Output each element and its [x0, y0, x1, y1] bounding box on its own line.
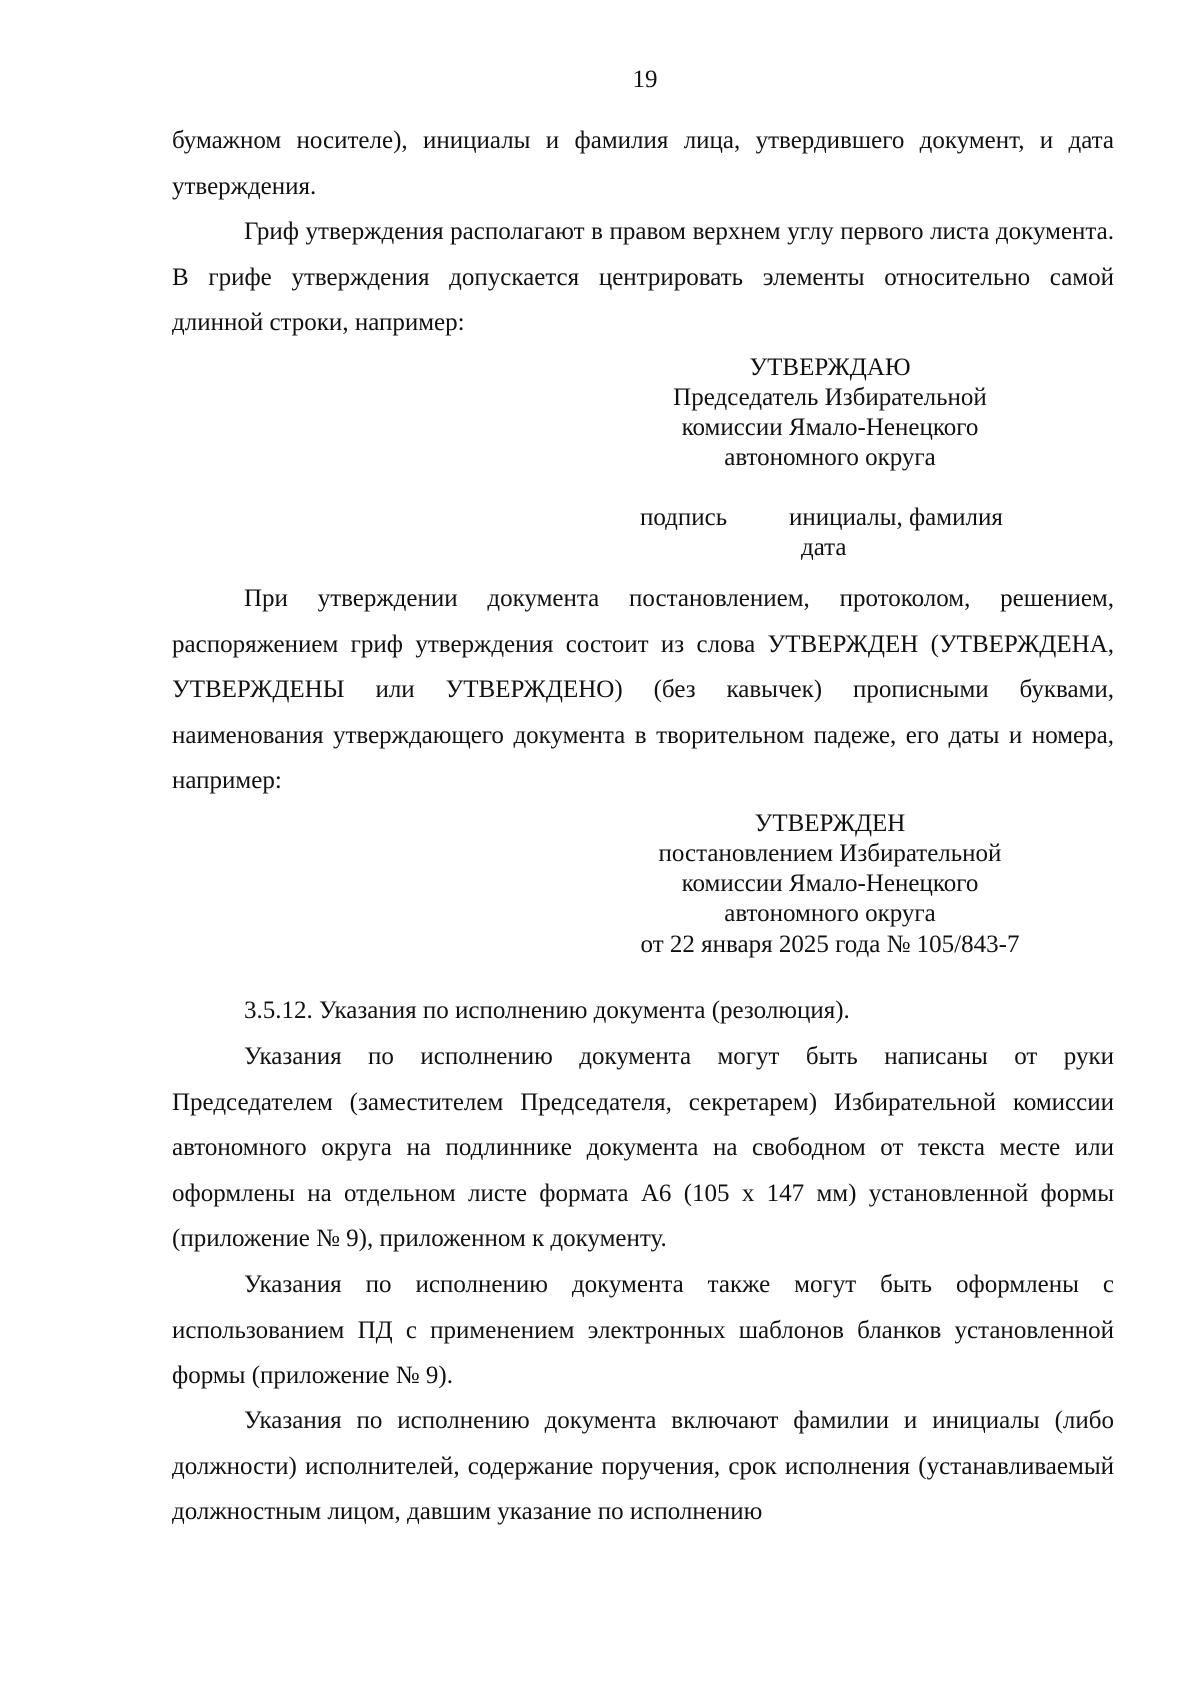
stamp-region: автономного округа	[724, 444, 936, 471]
stamp-title: УТВЕРЖДЕН	[754, 810, 906, 837]
stamp-region: автономного округа	[724, 900, 936, 927]
stamp-name-placeholder: инициалы, фамилия	[789, 504, 1003, 531]
stamp-document: постановлением Избирательной	[658, 840, 1002, 867]
stamp-date-placeholder: дата	[801, 534, 847, 561]
stamp-signature-placeholder: подпись	[640, 504, 728, 531]
paragraph-stamp-placement: Гриф утверждения располагают в правом верхнем углу первого листа документа. В грифе утверждения допускается центрировать элементы относительно самой длинной строки, например:	[172, 218, 1114, 336]
paragraph-electronic-instructions: Указания по исполнению документа также могут быть оформлены с использованием ПД с применением электронных шаблонов бланков установленной формы (приложение № 9).	[172, 1271, 1114, 1389]
paragraph-instruction-contents: Указания по исполнению документа включают фамилии и инициалы (либо должности) исполнителей, содержание поручения, срок исполнения (устанавливаемый должностным лицом, давшим указание по исполнению	[172, 1407, 1114, 1525]
stamp-position: Председатель Избирательной	[673, 384, 987, 411]
stamp-date-number: от 22 января 2025 года № 105/843-7	[640, 931, 1020, 958]
paragraph-approval-by-resolution: При утверждении документа постановлением, протоколом, решением, распоряжением гриф утверждения состоит из слова УТВЕРЖДЕН (УТВЕРЖДЕНА, УТВЕРЖДЕНЫ или УТВЕРЖДЕНО) (без кавычек) прописными буквами, наименования утверждающего документа в творительном падеже, его даты и номера, например:	[172, 585, 1114, 794]
paragraph-approval-details: бумажном носителе), инициалы и фамилия лица, утвердившего документ, и дата утверждения.	[172, 127, 1114, 200]
stamp-organization: комиссии Ямало-Ненецкого	[681, 870, 979, 897]
section-heading-3-5-12: 3.5.12. Указания по исполнению документа (резолюция).	[244, 997, 850, 1024]
paragraph-handwritten-instructions: Указания по исполнению документа могут быть написаны от руки Председателем (заместителем Председателя, секретарем) Избирательной комиссии автономного округа на подлиннике документа на свободном от текста месте или оформлены на отдельном листе формата А6 (105 х 147 мм) установленной формы (приложение № 9), приложенном к документу.	[172, 1043, 1114, 1252]
stamp-organization: комиссии Ямало-Ненецкого	[681, 414, 979, 441]
page-number: 19	[632, 66, 658, 93]
stamp-title: УТВЕРЖДАЮ	[749, 354, 911, 381]
